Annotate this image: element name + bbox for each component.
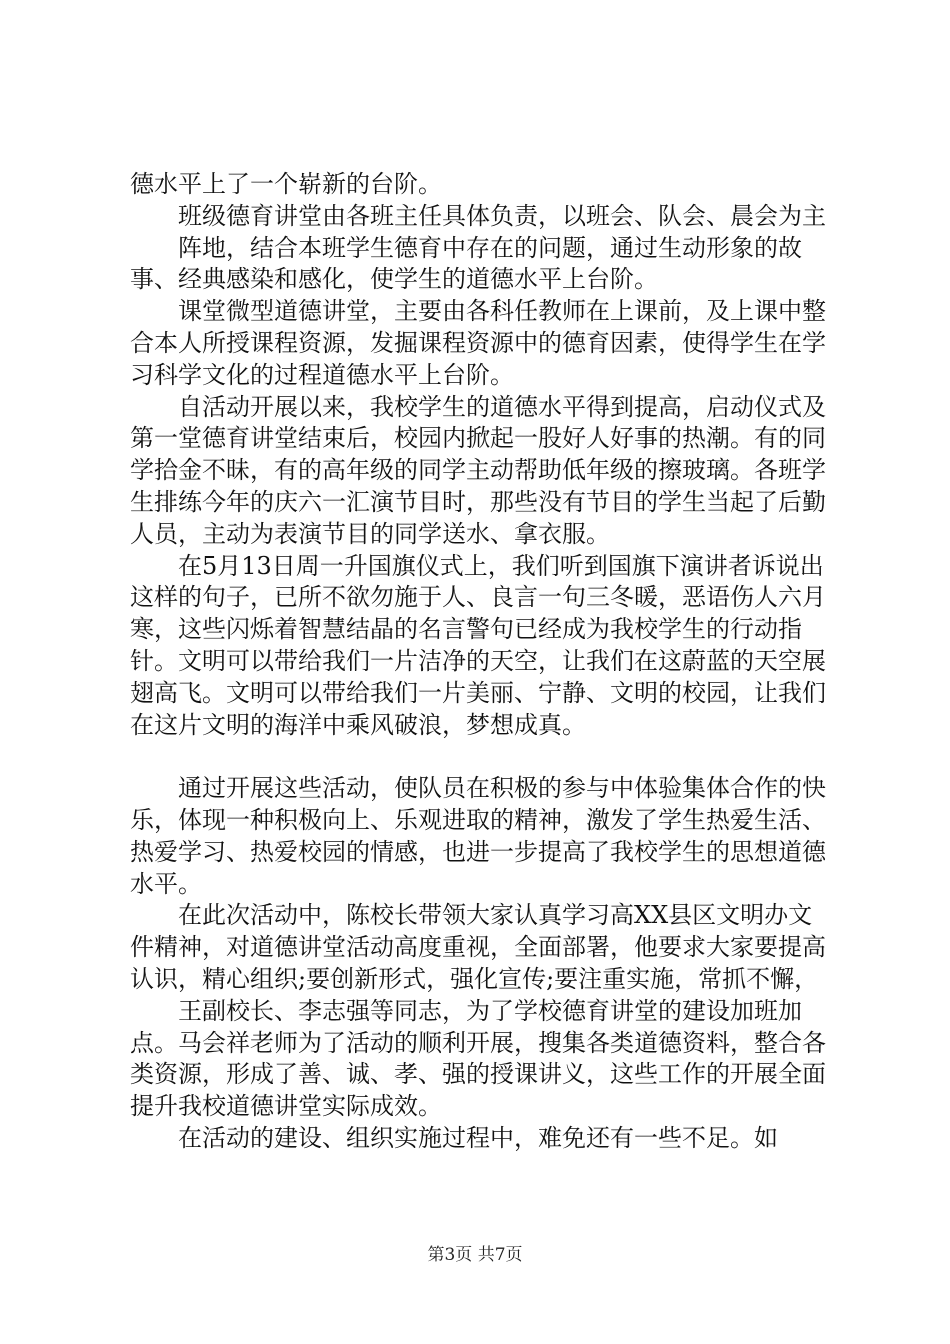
paragraph-9: 王副校长、李志强等同志，为了学校德育讲堂的建设加班加点。马会祥老师为了活动的顺利开展，搜集各类道德资料，整合各类资源，形成了善、诚、孝、强的授课讲义，这些工作的开展全面提升我校道德讲堂实际成效。: [130, 996, 826, 1121]
page-footer: 第3页 共7页: [427, 1245, 523, 1265]
paragraph-1: 德水平上了一个崭新的台阶。: [130, 170, 442, 198]
paragraph-2: 班级德育讲堂由各班主任具体负责，以班会、队会、晨会为主: [178, 201, 826, 230]
paragraph-7: 通过开展这些活动，使队员在积极的参与中体验集体合作的快乐，体现一种积极向上、乐观进取的精神，激发了学生热爱生活、热爱学习、热爱校园的情感，也进一步提高了我校学生的思想道德水平。: [130, 774, 826, 898]
paragraph-4: 课堂微型道德讲堂，主要由各科任教师在上课前，及上课中整合本人所授课程资源，发掘课程资源中的德育因素，使得学生在学习科学文化的过程道德水平上台阶。: [130, 297, 826, 389]
paragraph-6: 在5月13日周一升国旗仪式上，我们听到国旗下演讲者诉说出这样的句子，已所不欲勿施于人、良言一句三冬暖，恶语伤人六月寒，这些闪烁着智慧结晶的名言警句已经成为我校学生的行动指针。文明可以带给我们一片洁净的天空，让我们在这蔚蓝的天空展翅高飞。文明可以带给我们一片美丽、宁静、文明的校园，让我们在这片文明的海洋中乘风破浪，梦想成真。: [130, 551, 826, 739]
paragraph-3: 阵地，结合本班学生德育中存在的问题，通过生动形象的故事、经典感染和感化，使学生的道德水平上台阶。: [130, 233, 802, 294]
paragraph-10: 在活动的建设、组织实施过程中，难免还有一些不足。如: [178, 1123, 778, 1152]
paragraph-5: 自活动开展以来，我校学生的道德水平得到提高，启动仪式及第一堂德育讲堂结束后，校园内掀起一股好人好事的热潮。有的同学拾金不昧，有的高年级的同学主动帮助低年级的擦玻璃。各班学生排练今年的庆六一汇演节目时，那些没有节目的学生当起了后勤人员，主动为表演节目的同学送水、拿衣服。: [130, 392, 826, 548]
paragraph-8: 在此次活动中，陈校长带领大家认真学习高XX县区文明办文件精神，对道德讲堂活动高度重视，全面部署，他要求大家要提高认识，精心组织;要创新形式，强化宣传;要注重实施，常抓不懈，: [130, 901, 826, 993]
body-text: [130, 169, 830, 1155]
